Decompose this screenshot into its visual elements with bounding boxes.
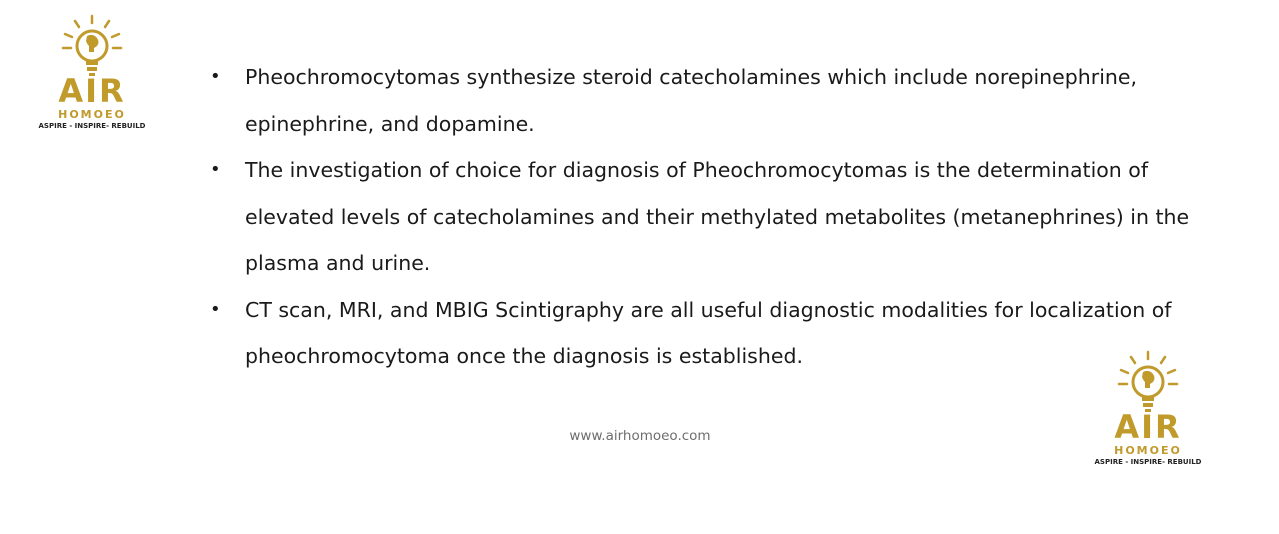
website-url[interactable]: www.airhomoeo.com <box>569 428 711 444</box>
bullet-text: Pheochromocytomas synthesize steroid catecholamines which include norepinephrine, epinephrine, and dopamine. <box>245 65 1138 136</box>
air-homoeo-logo-top <box>36 14 148 131</box>
bullet-item <box>210 147 1210 287</box>
bullet-item <box>210 287 1210 380</box>
logo-tagline: ASPIRE - INSPIRE- REBUILD <box>38 122 146 130</box>
logo-homoeo-text: HOMOEO <box>58 108 126 121</box>
air-homoeo-logo-bottom <box>1092 350 1204 467</box>
bullet-text: The investigation of choice for diagnosis of Pheochromocytomas is the determination of elevated levels of catecholamines and their methylated metabolites (metanephrines) in the plasma and urine. <box>245 158 1190 275</box>
bullet-list <box>210 54 1210 380</box>
bullet-text: CT scan, MRI, and MBIG Scintigraphy are all useful diagnostic modalities for localization of pheochromocytoma once the diagnosis is established. <box>245 297 1172 368</box>
logo-homoeo-text: HOMOEO <box>1114 444 1182 457</box>
bullet-dot: • <box>210 159 221 180</box>
logo-air-text: AIR <box>58 72 126 110</box>
bullet-item <box>210 54 1210 147</box>
logo-tagline: ASPIRE - INSPIRE- REBUILD <box>1094 458 1202 466</box>
bulb-head-icon <box>1113 350 1183 412</box>
logo-air-text: AIR <box>1114 408 1182 446</box>
bullet-dot: • <box>210 66 221 87</box>
bulb-head-icon <box>57 14 127 76</box>
bullet-dot: • <box>210 298 221 320</box>
